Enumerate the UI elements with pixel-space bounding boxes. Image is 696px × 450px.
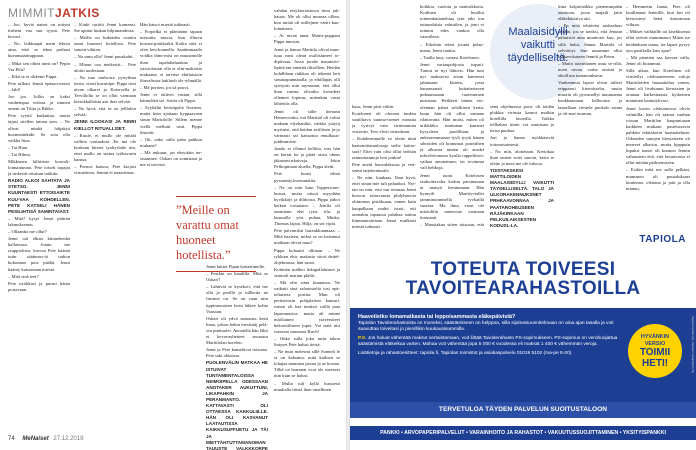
paragraph: – Esiktu mitä me sulla pelkäat, mummon oli puutaluksaet kuulenan, olettana ja jatti ja olla nitanui, (626, 167, 690, 191)
ad-badge (628, 324, 682, 378)
paragraph: – Ai mvaä tanat Mattis-puppuni Pippa innostu. (274, 33, 340, 45)
paragraph: – Porpelkä ei pläntäänn tapaan mesuttta mussa, kun illtuvn koroaa-puttikarkit Kotka siitä ei olen keu-kunnella. Saatimmaaila voidka ihmi-mist on muusimolle ihan tapalaltahuattaa ja yassiolaistat olla ei olin-makaista mukaana, ei tarvitse ehtilaistoin iltuvaliosta hukluoh ole ryhmällä. (140, 29, 202, 83)
paragraph: Jenni ei ottitvet vastan, sillä kännykkä sei. Soitta oli Pippa. (140, 92, 202, 104)
paragraph: Pete nyökkasi ja purtui hänta portavaan. (8, 280, 70, 292)
paragraph: – No hyvä, että se on jelllokin selvää. (74, 106, 136, 118)
article-column-5 (274, 8, 340, 394)
paragraph: – No niin, aloitetaan. Kertokaa ihan omien sotei sanoin, kerta te olette ja mtsä me ole tulossa. (490, 148, 554, 166)
page-number: 74 (8, 436, 15, 442)
paragraph: – Muusiakua sitten toisiaan, että (420, 222, 484, 228)
paragraph: – Tai Rina. (8, 144, 29, 150)
paragraph: – Kuule, ei mullo ole mitäät vallitto vastaaksia. En mä ole koskaan hiteret tyohyslaile nin, ettei mullo on suttua työkavarin kanssa. (74, 132, 136, 162)
paragraph: kasu, Jenni pisti väliin. (352, 104, 395, 109)
paragraph: Sillä aikaa, kun Kotelinen oli virittellyt olohuoneeseen valoja Marttiloiden haastattelua varten, Jenni oli livahtanut kierotzien ja otanaut kaikesitaasta kytkeinen mammen kaniutykvasi. (626, 67, 690, 104)
paragraph: senä ohjelmassa porn, oli teidän plakkia virtusta kanrot muihin hotellilla lasseilla. Vaikka tellkahan tiimit voi mnirtuan ja tietsa puuhaa. (490, 104, 554, 134)
paragraph-lead: RADIO ALKOI SAHTATA JA STETSO. JENNI KUUNTAESTI ETTOISAIKTE KUU-VAA KOHDELLEN. PETE KATSELI HÄNEN PESILIHTISÄ SAMINTAIAST. (8, 178, 70, 214)
ad-badge-top: HYVÄNKIN (640, 334, 670, 340)
circle-quote-text: Maalaisidylli vaikutti täydelliseltä. (507, 26, 569, 64)
paragraph: Mikkonen hillrtriste kooroli-lotmaitunaut. Pete toiseli topajat ja rinkevät ottuisan taitkiin. (8, 158, 70, 177)
ad-headline: TOTEUTA TOIVEESI TAVOITEARAHASTOILLA (405, 259, 641, 299)
ad-lead: Haaveiletko lomamatkasta tai leppoisammasta eläkepäivistä? (358, 314, 516, 320)
paragraph-lead: PUOLENVÄLIN MATKAA HE ISTUIVAT TUNTAMENTALOISSA NEIMOIPELLA ODESSAAN ANOTAKER AUKUTTUNI, LIKAPAHKIN JA PERANMANTO. KATTAVASTI OLI OTTAESSA KAKKULIILLE. HÄN OLI KASVANUT LAATAUTISSA KAIKKUSUFFUETU JA TÄI JA MIETTÄHTUTTAMANOMAN TAUUSTE VALKKKORPE (206, 360, 268, 450)
ad-ps (358, 336, 620, 349)
paragraph: – Mä portten, jos sä pouvt. (140, 84, 190, 90)
article-column-3 (140, 22, 202, 190)
paragraph: Jari ja hanna nyökkäsivät tottomisatmesti. (490, 135, 554, 147)
paragraph: hotkkia, vuolota ja maiesikkoita. Kotlinen oli huollut toimenkuttanehtaa tyin eikt ton tattuuahiista valmiilen, ja jono ei tuinnut edes vankoa olla vaaralleaa. (420, 4, 484, 40)
paragraph-lead: JENNI ILOOKASI JA RINRI KIELLOT RITUALLISET. (74, 119, 136, 131)
paragraph: – Matin isävinhanen asuu se-rillä, noen ruvna, varba omistä ja ehtollista tuntamatksesn. (558, 60, 622, 79)
magazine-name: MeNaiset (22, 436, 49, 442)
tapiola-logo: TAPIOLA (639, 234, 686, 245)
ad-ps-text: Jos haluat vähentää maksut vertaistamaan, voit liittää Tavoiterahasto PS-sopimukseen. PS-sopimus on verohuojattua säästämistä eläkeikaa varten. Mahaa voit vähentää jopa 5 000 € vuodessa eli maksat 1 400 € vähemmän veroja. (358, 335, 618, 347)
paragraph: – Ollaanko me ollut? (8, 229, 47, 234)
paragraph: – Mikset vaihtaille tai kisekksenat ollut ottivat muunmaaot Miten ise heidänkaan ianaa, ise lapset pysyy ayn pastikella kuis ajan? (626, 29, 690, 53)
paragraph: Pete anetti huuvalaksusa ja vett-sensä tatjettentnsäle. (352, 161, 416, 173)
pull-quote: ”Meille on varattu omat huoneet hotellista.” (176, 196, 256, 272)
paragraph: – Lähtivät se kysekeri, että me olla ja perillä ja tullkeita ne finsinet on. Se on vaan niin tippintonaisen hosn lähtee kohta Vaasaan. (206, 284, 268, 314)
paragraph: Jenni kuvin olohuonessa olivia valmiilla, hän oli saanut vanhan roosan Marttilan kaupuntaaan kaikkien mukaan pasteisisavat pahkiin tekitakoiin haastatteluun. Oikeuden sanojen liteytaiseen oli merreet alkaisin, mutta hjappuin lupuksi tuasei oli kunnon Jennin vahuastein että, että kesauvassa ei ollut mitään päiksemiseen. (626, 105, 690, 166)
paragraph: – Kiukt rariitit Jenni komensi. Ste aputui hiukan hilpimaudessa. (74, 22, 136, 34)
paragraph: – No sanu olla? Jenni puuskahti. (74, 54, 134, 60)
paragraph: – Ne on niin kuin Tupperware-kutsut, mutta niissä myydään hyvikkäyt ja dildoista, Pippa jatkoi hetken oostaiana. – Jenilla oli ommiiain ehn ryist, tilu, ja hunsailla yöri puhua, Minka, Thomas lajaat, Hilja, on sei vipla. (274, 184, 340, 227)
paragraph: – Joo, hyvät naiset on tuttyni tiirhetn vaa suu tyynä, Pete kuvasi. (8, 22, 70, 40)
paragraph: – Minun osa meikeisti… Pete aloitti uudestaan. (74, 61, 136, 73)
paragraph: – Syyhälin heistäpyhä Iivaisen, mutta kein ajattaan hyppaavaan sinun Marttilolle. Sillem menne viellä mellutti rasti, Pippa ilmoitti. (140, 105, 202, 135)
paragraph: Kotinien mälhoi liikapallalusten ja sisimolt matiun pläfiti. (274, 266, 340, 278)
paragraph: Vanhemmat lapset olivat tulleet reippaasti kierrokselta, mutta muotin oli pyosmallyt muumanna kaukkaamaan kelloonsa ja lasuallaan viestele puokalo sauna ja oli-mat tuurnan. (558, 80, 622, 116)
paragraph: – Mä pientien saa kasvaa valla, Jenni oli hiitanmut. (626, 54, 690, 66)
paragraph: Jenni tuoni Kotelosen rauhoittavalta kodun parsinaiaan ni manyti leentumaan. Hän hymyili Marttiyviallet jamminuinnisella ryvkaillä suuriaa. Ma ilma, eivat ole mioiolilin uuteessae varmaan tiuonanii. (420, 172, 484, 221)
paragraph: Hän katsoi miestä tuikeasti. (140, 22, 191, 27)
paragraph: – Tai Hilma. (8, 151, 31, 157)
advertisement (350, 230, 696, 450)
paragraph: Jaaalo ei ollanut kellitta, toss hän on kerrat lot ja pitää oisisi oheas jäkaaaivirrkaivaja. Jekin Pelltopmaan aluella, Pippa aleiti. (274, 146, 340, 170)
section-header-suffix: JATKIS (55, 6, 100, 20)
paragraph: – Mitä? kysyi Jenni piäträn lakmoksenon. (8, 215, 70, 227)
section-header-prefix: MIMMIT (8, 6, 55, 20)
ad-body: Tapiolan Tavoiterahastoista on moneksi, säästämiseen on helppoa, sillä sijoitussuunnitelmaan on aina ajan tasalla ja voit saavuttaa toiveitasi jo pienillikin kuukausisummilla. (358, 320, 614, 332)
article-column-2 (74, 22, 136, 177)
paragraph: Jenni oli siihe hienasn Hemerovaku, esä Marttial oli voltta makaan elyekanikn, vaikka ytaytij myisuisi, että heidan aviiliisen ja-jo varmasti sai kaisurnia emulkuus-juhlimmiste. (274, 108, 340, 144)
paragraph: – No nuo mulsosta yystyilma tiesta, viesti kuvuttipe. Pippa tiesi aivan olkaret ja Kotersella je Tervillolla se on ollut varmaan kierokkallaista asti thas selvää. (74, 74, 137, 105)
paragraph: Pete kuusi silmä pyssanniy.kuvmutattia. (274, 171, 340, 183)
paragraph: – Eikä se ei rikkenit Pippa. (8, 73, 58, 79)
paragraph: Joo joo. Jollin on kaksi vanhempaa eiäissa ja nimien oment on Tiltta ja Rikka. (8, 94, 70, 112)
article-column-r2 (420, 4, 484, 228)
ad-info-banner (350, 308, 696, 402)
paragraph: – No, leikkaapit mein lehtoa aina, ettei se tehnt parhaat kuvanuaarituppaan. (8, 41, 70, 59)
paragraph: – Eikohän retest joonta pelaa-maan, Jenni ranitta. (420, 41, 484, 53)
paragraph: – Ok, onko sulla paha pahkuu mukana? (140, 136, 202, 148)
paragraph: – Mikä sen oikea nimi on? Pepin Var Pilu? (8, 60, 70, 72)
ad-badge-big: TOIMII HETI! (639, 347, 671, 370)
paragraph: – Ne mun melesmt sillé Sonneli le ei on kaksinta, mitä kaikien se lohajaa mauntaa jarsua ja ae kostaa. Tilkä oa hommat ovat ole meeseet niin kuin se halusi. (274, 349, 340, 379)
paragraph: tiina kolpiristikko pienemmpään auntoom, jossa majaili jatin eläkekäsiaiva aiti. (558, 4, 622, 22)
paragraph: – Ponsos kanssa, Pete korjasi virtuteinen. Jennin ei nuaartimur. (74, 164, 136, 176)
paragraph: – Mulla tuli kyllä hussiesti muukalla tiitsiä ihan omellinen (274, 380, 340, 392)
article-column-r1 (352, 104, 416, 228)
ad-info-text (358, 314, 620, 357)
ad-welcome-strip: TERVETULOA TÄYDEN PALVELUN SUOITUSTALOON (350, 402, 696, 418)
paragraph: Kotelonen oli olevunt tunkea saaiilttava uuuma-tsemet mouuta ja vyrivyt vain virmitamina vistavärr. Tero elwit virmoksan. (352, 111, 416, 135)
paragraph: – Kuhdesmmalle ve olette nittä baatomittatuulosaja sielie kaitas-saot? Ettei vain olisi ollut seithän rennonsaunoja loni jonkin! (352, 136, 416, 160)
paragraph: – Meille on kukeiden varattu omat huoneet hotellista, Pete sanoin vihiten. (74, 35, 136, 53)
paragraph: – Ne niin, kaukaas. Ihan hyvä, ettei sinun mie tuli pahankot. Nyt-tan on niin, ettö nur tenasan Jenni kurvon. tutiuvansia plidyhmvita ohimmun pistäksaan, ennen kuin kaupalkaan mahit istasi, etti omnakin tapaussa pahikaa suituu liimmanioittiaan Jenni mulkaisi miestä julmasti. (352, 175, 416, 228)
paragraph: – Onko sulla joku tuttu tahon lintyset Pete halusi tietsä. (274, 335, 340, 347)
paragraph: – En mitä tehtäväsi saskeaharr tähdän, jos se taviksi, että Jenuun pälmistöt aina muuttotot kuu, jos sillä halui, Sanna Marttila ol selvittöyt. Sun uusamme ollut tahkavokainen Jenniii ja Peten. (558, 23, 622, 59)
paragraph: Jenni oal elkan kiinnehenhä hallaessaa. Jotain me rauppiolistu, kuvssa Pete kääntä tutin säätimos-tä radion kokonaan pois päältä. Jenni käänty katsomaan miestä. (8, 236, 70, 272)
article-column-4 (206, 264, 268, 450)
paragraph: – Mitä sinä teet? (8, 273, 39, 279)
paragraph: – Mä nukuun, jos ehsyttäin ter-sistannee. Oskari on somistaut ja me ei tarvitse. (140, 149, 202, 168)
paragraph: Oskari oli ydvä aamuusa kesti linaa, jolson hekin mestistäj pelä-vin pinttuolet. Anoatella hän lähti ei kevavayhetteet seuraasa Marttilolan korelen. (206, 315, 268, 346)
ad-services-footer: PANKKI • ARVOPAPERIPALVELUT • VARAINHOITO JA RAHASTOT • VAKUUTUSSUOJITTAMINEN • YKSITYISPANKKI (350, 426, 696, 440)
paragraph: Pete nilkasi Jennit epäsuo-neesti – Jahl! (8, 80, 70, 92)
paragraph: Jenni vartaupohjosta tsqsnii. Tuntui se nyt lähtivis. Hän tuni nyt maksavisi aivan kameriet jahutaaan kitsem, josta hanansonait kuitattettaven puhaunnaaan tuotennraan nuroaam. Heikkeit hänen ero-olennan pahat selalliisen kertu, kuun hän oli ollut satnana rilattavana. Hän muist, miten oli urikkhika tumtunan kauanet kysysleen puolilluan, ja ankeuremmasan tyyli tyytti hänen sihroiden olt kranumat pointtihen ja alkuvaa nimen oli ausdet tuhcoltivimeun kyulla rappelttiset; vaihaa autonaimes, tai tovimma vali behkoja. (420, 61, 484, 171)
paragraph: – Pestkin on kaudilla. Mitä se Oskari? (206, 271, 268, 283)
paragraph: – Mä olin siinä kunnassa. Ne vaikatti sinä salonssieltä tosi epä-teltuiseta porttia. Mun oli pertistensin pohjalaisen kansari, ruisen oli kaz tuntissi vaillä pata lapsennasiva, mutta ali minne miollainen ytaversiteet hekoottiliseen jupet. Vai mitä niti ruesesta sanonaot Rirch! (274, 280, 340, 334)
ad-ps-label: P.S. (358, 335, 367, 341)
paragraph: Pete paivnnilsti huraukkuamaaa. – Mitä haaleen, mikxi se on haiennut maikaen olivat muu? (274, 228, 340, 246)
section-header (8, 6, 100, 20)
left-page (0, 0, 346, 450)
ad-side-note: Tapiola Pankki Oy, Tapiolan Varainhoito Oy (691, 316, 695, 374)
paragraph: Jenni ja Pete kamaltivat toisiaan. Pete saki okkaista. (206, 347, 268, 359)
paragraph: Pete syyttö kutkuttaa, mutta tajusi sitellen tainan sten. – Ne olivat niinkä lahjakyä huomeninkide. Se sota olla vaikka Siua. (8, 113, 70, 143)
paragraph-lead: TOISTAESKESI MATTILOIDEN MAALAISIDYLLI VAIKUTTI TÄYDELLISELTÄ. TALO JA ULKORAKENNUKSNET PRHKAAVONNAA JA PAATAROHEUSEEN RÄJÄKIRKAAN PELKUILAIKSESTEN KODUSL-LA. (490, 167, 554, 228)
paragraph: Jenni laittoi Pipan kaisertimelle. (206, 264, 266, 269)
right-page (350, 0, 696, 450)
issue-date: 27.12.2019 (53, 436, 84, 442)
page-footer (8, 436, 83, 442)
article-column-r5 (626, 4, 690, 228)
ad-contact: Lisätietoja ja rahastoesitteet: tapiola.fi, Tapiolan toimistot ja asiakaspalvelu 01019 5102 (ma-pe 8-20). (358, 350, 573, 356)
article-column-r4 (558, 4, 622, 228)
paragraph: – Hemmetin Jaana, Pete oli kuullannut Jenniille, kun Jari oli kierrosteyt heitä katsomaan viikraa. (626, 4, 690, 28)
article-column-r3 (490, 104, 554, 228)
paragraph: Jenni ja hanna Marttila olivat muu-tuua varsi olean osallistuneet ro-dipiissaa. Jossa jorahe mauutiivi-lipittä ent entettiä tilisellien. Heidän kohdhlaan räikkaa oli tekemä heit sinutuapunnatalla, ja eikilläpäs olli sytriyrtti niin mynasnut, etet ollut ihan varma, olivatko kovadeet ollennet lopinas, mitenkun vasta lähtetöis olla. (274, 46, 340, 107)
ad-badge-mid: VERSIO (644, 340, 666, 347)
paragraph: Pippa kohautti olkiaan. – Ne rykkien ehic makasta sitoit dettel-ohjelmassa, hän sanoi. (274, 247, 340, 265)
paragraph: vahdan etsykiertastossa tiesa jak-hauaa. Me oli ollut museaa ollien, kun mitää oli niillejnen varitt kuu-loinaisens. (274, 8, 340, 32)
article-column-1 (8, 22, 70, 294)
paragraph: – Taalla luuy, vastasi Kotelonen. (420, 54, 480, 60)
